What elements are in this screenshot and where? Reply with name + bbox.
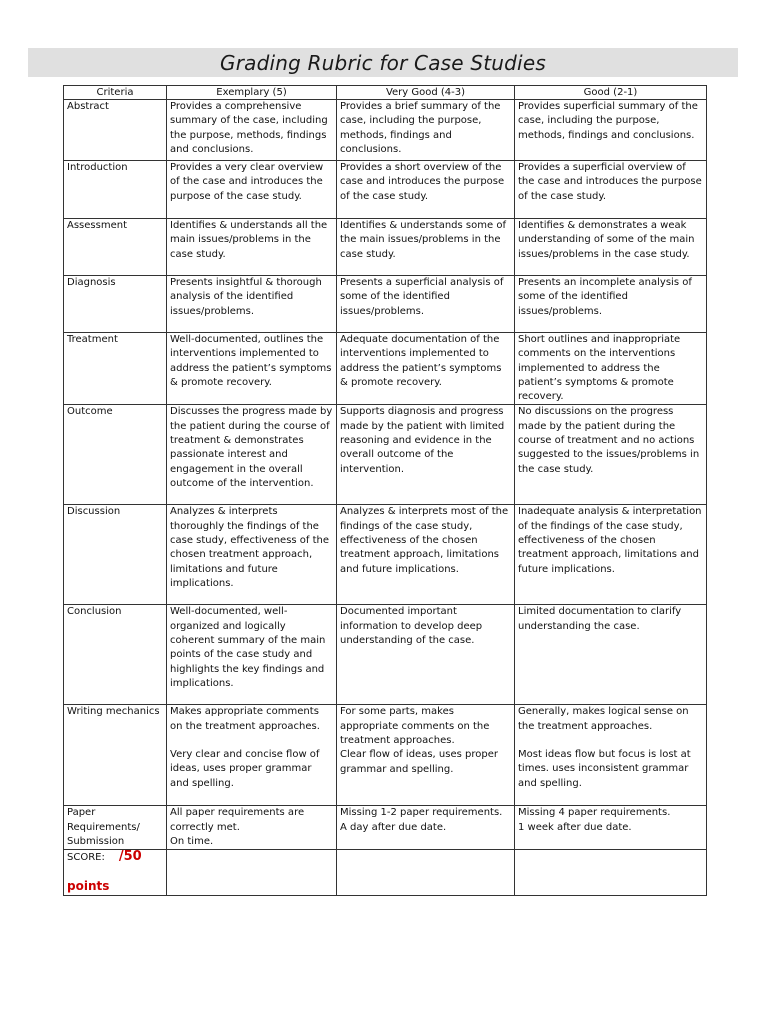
cell-paragraph: On time. <box>170 836 214 848</box>
header-criteria: Criteria <box>64 86 167 100</box>
criteria-cell: Outcome <box>64 405 167 505</box>
cell-paragraph: Makes appropriate comments on the treatment approaches. <box>170 706 320 732</box>
good-cell: Short outlines and inappropriate comments on the interventions implemented to address the patient’s symptoms & promote recovery. <box>515 333 707 405</box>
table-row <box>64 100 707 161</box>
criteria-cell: Conclusion <box>64 605 167 705</box>
exemplary-cell: Provides a very clear overview of the case and introduces the purpose of the case study. <box>167 161 337 219</box>
exemplary-cell: Presents insightful & thorough analysis of the identified issues/problems. <box>167 276 337 333</box>
good-cell: Presents an incomplete analysis of some of the identified issues/problems. <box>515 276 707 333</box>
criteria-cell: Diagnosis <box>64 276 167 333</box>
table-row <box>64 405 707 505</box>
good-cell: Provides superficial summary of the case, including the purpose, methods, findings and conclusions. <box>515 100 707 161</box>
good-cell: Limited documentation to clarify understanding the case. <box>515 605 707 705</box>
exemplary-cell: Provides a comprehensive summary of the case, including the purpose, methods, findings and conclusions. <box>167 100 337 161</box>
header-very-good: Very Good (4-3) <box>337 86 515 100</box>
score-cell <box>64 850 167 896</box>
criteria-cell: Discussion <box>64 505 167 605</box>
header-good: Good (2-1) <box>515 86 707 100</box>
criteria-cell: Writing mechanics <box>64 705 167 806</box>
rubric-table <box>63 85 707 896</box>
table-row <box>64 333 707 405</box>
title-bar <box>28 48 738 77</box>
empty-cell <box>167 850 337 896</box>
table-row <box>64 505 707 605</box>
criteria-cell: Treatment <box>64 333 167 405</box>
very-good-cell <box>337 806 515 850</box>
empty-cell <box>337 850 515 896</box>
table-row <box>64 605 707 705</box>
score-label: SCORE: <box>67 852 105 864</box>
score-unit: points <box>67 878 110 893</box>
cell-paragraph: Most ideas flow but focus is lost at times. uses inconsistent grammar and spelling. <box>518 749 691 789</box>
cell-paragraph: Missing 1-2 paper requirements. <box>340 807 503 819</box>
exemplary-cell: Analyzes & interprets thoroughly the findings of the case study, effectiveness of the chosen treatment approach, limitations and future implications. <box>167 505 337 605</box>
table-row <box>64 161 707 219</box>
cell-paragraph: A day after due date. <box>340 821 447 833</box>
very-good-cell: Analyzes & interprets most of the findings of the case study, effectiveness of the chosen treatment approach, limitations and future implications. <box>337 505 515 605</box>
header-exemplary: Exemplary (5) <box>167 86 337 100</box>
good-cell <box>515 705 707 806</box>
cell-paragraph: Missing 4 paper requirements. <box>518 807 671 819</box>
good-cell: Identifies & demonstrates a weak understanding of some of the main issues/problems in the case study. <box>515 219 707 276</box>
good-cell: No discussions on the progress made by the patient during the course of treatment and no actions suggested to the issues/problems in the case study. <box>515 405 707 505</box>
very-good-cell: Provides a brief summary of the case, including the purpose, methods, findings and conclusions. <box>337 100 515 161</box>
good-cell: Provides a superficial overview of the case and introduces the purpose of the case study. <box>515 161 707 219</box>
table-row <box>64 276 707 333</box>
criteria-cell: Paper Requirements/ Submission <box>64 806 167 850</box>
cell-paragraph: 1 week after due date. <box>518 821 632 833</box>
exemplary-cell: Well-documented, well-organized and logically coherent summary of the main points of the case study and highlights the key findings and implications. <box>167 605 337 705</box>
empty-cell <box>515 850 707 896</box>
very-good-cell: Provides a short overview of the case and introduces the purpose of the case study. <box>337 161 515 219</box>
score-row <box>64 850 707 896</box>
exemplary-cell: Well-documented, outlines the interventions implemented to address the patient’s symptoms & promote recovery. <box>167 333 337 405</box>
very-good-cell <box>337 705 515 806</box>
very-good-cell: Documented important information to develop deep understanding of the case. <box>337 605 515 705</box>
cell-paragraph: All paper requirements are correctly met. <box>170 807 305 833</box>
good-cell: Inadequate analysis & interpretation of the findings of the case study, effectiveness of the chosen treatment approach, limitations and future implications. <box>515 505 707 605</box>
criteria-cell: Abstract <box>64 100 167 161</box>
table-row <box>64 219 707 276</box>
table-row-writing-mechanics <box>64 705 707 806</box>
very-good-cell: Adequate documentation of the interventions implemented to address the patient’s symptoms & promote recovery. <box>337 333 515 405</box>
table-row-paper-requirements <box>64 806 707 850</box>
exemplary-cell <box>167 705 337 806</box>
cell-paragraph: Generally, makes logical sense on the treatment approaches. <box>518 706 689 732</box>
exemplary-cell: Discusses the progress made by the patient during the course of treatment & demonstrates passionate interest and engagement in the overall outcome of the intervention. <box>167 405 337 505</box>
good-cell <box>515 806 707 850</box>
very-good-cell: Identifies & understands some of the main issues/problems in the case study. <box>337 219 515 276</box>
cell-paragraph: For some parts, makes appropriate comments on the treatment approaches. <box>340 706 490 747</box>
very-good-cell: Supports diagnosis and progress made by the patient with limited reasoning and evidence in the overall outcome of the intervention. <box>337 405 515 505</box>
cell-paragraph: Clear flow of ideas, uses proper grammar and spelling. <box>340 749 498 775</box>
score-value: /50 <box>118 849 142 865</box>
very-good-cell: Presents a superficial analysis of some of the identified issues/problems. <box>337 276 515 333</box>
header-row <box>64 86 707 100</box>
criteria-cell: Assessment <box>64 219 167 276</box>
page-title: Grading Rubric for Case Studies <box>220 50 546 75</box>
exemplary-cell <box>167 806 337 850</box>
criteria-cell: Introduction <box>64 161 167 219</box>
exemplary-cell: Identifies & understands all the main issues/problems in the case study. <box>167 219 337 276</box>
cell-paragraph: Very clear and concise flow of ideas, uses proper grammar and spelling. <box>170 749 320 789</box>
